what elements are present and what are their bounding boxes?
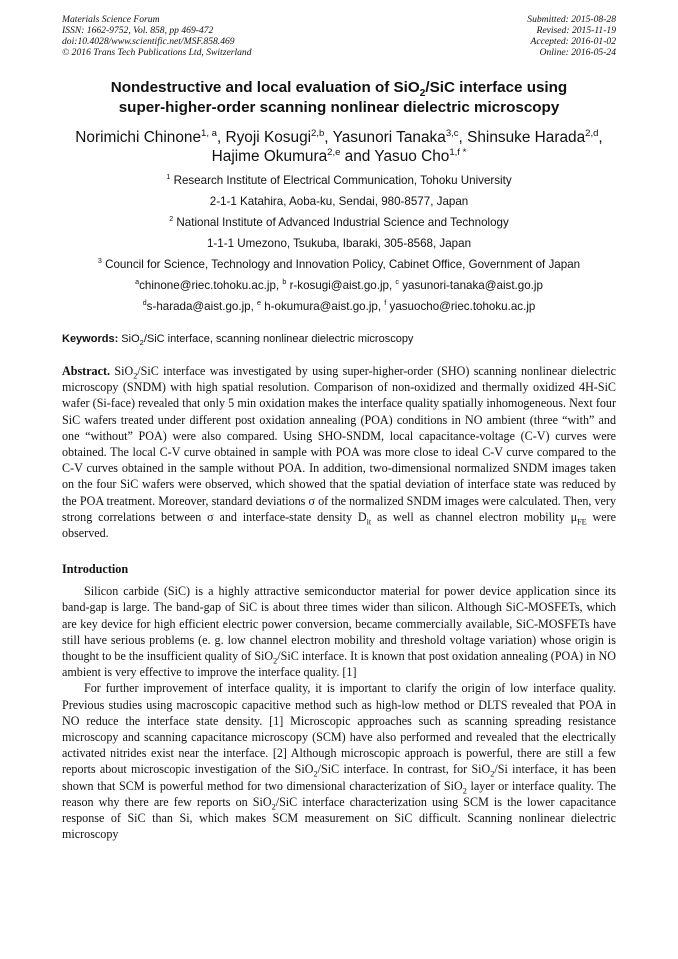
title-text-a: Nondestructive and local evaluation of SiO — [110, 79, 420, 96]
affiliation-3 — [62, 254, 616, 275]
author-name: Norimichi Chinone — [75, 129, 202, 146]
author-affil: 1,f * — [449, 146, 467, 158]
para-text: For further improvement of interface quality, it is important to clarify the origin of low interface quality. Previous studies using macroscopic capacitive method such as high-low method or DLTS revealed that POA in NO reduce the interface state density. [1] Microscopic approaches such as scanning spreading resistance microscopy and scanning capacitance microscopy (SCM) have also performed and revealed that the electrically activated nitrides exist near the interface. [2] Although microscopic approach is powerful, there are still a few reports about microscopic investigation of the SiO — [62, 681, 616, 777]
title-text-b: /SiC interface using — [425, 79, 568, 96]
email-address: chinone@riec.tohoku.ac.jp, — [139, 279, 283, 292]
email-line-2 — [62, 296, 616, 317]
title-line-2: super-higher-order scanning nonlinear dielectric microscopy — [118, 99, 560, 116]
abstract-subscript: it — [366, 517, 372, 527]
journal-doi: doi:10.4028/www.scientific.net/MSF.858.469 — [62, 36, 235, 47]
author-sep: and — [340, 148, 375, 165]
abstract-label: Abstract. — [62, 364, 111, 378]
abstract-subscript: FE — [577, 517, 587, 527]
date-submitted: Submitted: 2015-08-28 — [527, 14, 616, 25]
para-subscript: 2 — [462, 786, 467, 796]
abstract-text: SiO — [110, 364, 134, 378]
keywords-text-a: SiO — [118, 333, 140, 345]
paper-title — [62, 78, 616, 118]
author-affil: 2,b — [311, 127, 325, 139]
affil-marker: 3 — [97, 256, 102, 266]
journal-info — [62, 14, 252, 58]
email-marker: b — [282, 277, 287, 287]
paper-page — [62, 14, 616, 842]
affil-name: Council for Science, Technology and Innovation Policy, Cabinet Office, Government of Japan — [101, 258, 581, 271]
affil-name: National Institute of Advanced Industrial Science and Technology — [173, 216, 509, 229]
abstract — [62, 363, 616, 541]
keywords-text-b: /SiC interface, scanning nonlinear dielectric microscopy — [143, 333, 414, 345]
date-revised: Revised: 2015-11-19 — [536, 25, 616, 36]
author-name: Yasuo Cho — [374, 148, 450, 165]
email-address: h-okumura@aist.go.jp, — [261, 300, 385, 313]
author-sep: , — [598, 129, 603, 146]
title-subscript: 2 — [419, 88, 426, 100]
journal-name: Materials Science Forum — [62, 14, 160, 25]
affiliation-1 — [62, 170, 616, 191]
author-name: Shinsuke Harada — [467, 129, 586, 146]
author-list — [62, 128, 616, 166]
author-affil: 1, a — [201, 127, 217, 139]
para-subscript: 2 — [313, 769, 318, 779]
abstract-text: were observed. — [62, 509, 617, 541]
email-line-1 — [62, 275, 616, 296]
email-address: s-harada@aist.go.jp, — [146, 300, 258, 313]
intro-paragraph-1 — [62, 583, 616, 680]
author-affil: 2,d — [585, 127, 599, 139]
section-heading-introduction: Introduction — [62, 562, 129, 577]
para-text: /Si interface, it has been shown that SCM is powerful method for two dimensional characterization of SiO — [62, 762, 617, 793]
para-text: /SiC interface characterization using SCM is the lower capacitance response of SiC than Si, which makes SCM measurement on SiC difficult. Scanning nonlinear dielectric microscopy — [62, 794, 616, 842]
author-sep: , — [216, 129, 226, 146]
affil-name: Research Institute of Electrical Communication, Tohoku University — [170, 174, 512, 187]
author-affil: 3,c — [445, 127, 459, 139]
abstract-subscript: 2 — [133, 371, 138, 381]
abstract-text: as well as channel electron mobility μ — [371, 509, 578, 524]
para-text: Silicon carbide (SiC) is a highly attractive semiconductor material for power device application since its band-gap is large. The band-gap of SiC is about three times wider than silicon. Although SiC-MOSFETs, which are key device for high efficient electric power conversion, became commercially available, SiC-MOSFETs have still have serious problems (e. g. low channel electron mobility and threshold voltage variation) whose origin is thought to be the insufficient quality of SiO — [62, 584, 616, 664]
author-sep: , — [324, 129, 333, 146]
email-marker: c — [395, 277, 400, 287]
journal-copyright: © 2016 Trans Tech Publications Ltd, Switzerland — [62, 47, 252, 58]
author-name: Ryoji Kosugi — [225, 129, 312, 146]
affiliation-1-address: 2-1-1 Katahira, Aoba-ku, Sendai, 980-8577, Japan — [209, 195, 469, 208]
abstract-text: /SiC interface was investigated by using super-higher-order (SHO) scanning nonlinear dielectric microscopy (SNDM) with high spatial resolution. Comparison of non-oxidized and thermally oxidized 4H-SiC wafer (Si-face) revealed that only 5 min oxidation makes the interface quality spatially inhomogeneous. Next four SiC wafers treated under different post oxidation annealing (POA) conditions in NO ambient (three “with” and one “without” POA) were also compared. Using SHO-SNDM, local capacitance-voltage (C-V) curves were obtained. The local C-V curve obtained in sample with POA was more close to ideal C-V curve compared to the C-V curves obtained in the sample without POA. In addition, two-dimensional normalized SNDM images taken on the four SiC wafers were observed, which showed that the spatial deviation of interface state was reduced by the POA treatment. Moreover, standard deviations σ of the normalized SNDM images were calculated. Then, very strong correlations between σ and interface-state density D — [62, 364, 616, 524]
email-marker: e — [257, 298, 262, 308]
author-name: Hajime Okumura — [211, 148, 328, 165]
email-marker: d — [142, 298, 147, 308]
intro-paragraph-2 — [62, 680, 616, 842]
date-accepted: Accepted: 2016-01-02 — [530, 36, 616, 47]
para-subscript: 2 — [490, 769, 495, 779]
para-text: /SiC interface. In contrast, for SiO — [317, 762, 491, 777]
journal-issn: ISSN: 1662-9752, Vol. 858, pp 469-472 — [62, 25, 214, 36]
date-online: Online: 2016-05-24 — [539, 47, 616, 58]
journal-header — [62, 14, 616, 58]
email-address: yasunori-tanaka@aist.go.jp — [399, 279, 543, 292]
keywords-label: Keywords: — [62, 333, 119, 345]
submission-dates — [527, 14, 616, 58]
para-subscript: 2 — [271, 802, 276, 812]
email-marker: a — [135, 277, 140, 287]
author-name: Yasunori Tanaka — [332, 129, 446, 146]
keywords-subscript: 2 — [139, 338, 144, 348]
title-line-1 — [62, 78, 616, 98]
para-subscript: 2 — [273, 656, 278, 666]
affil-marker: 1 — [166, 172, 171, 182]
email-address: r-kosugi@aist.go.jp, — [286, 279, 396, 292]
email-address: yasuocho@riec.tohoku.ac.jp — [386, 300, 536, 313]
author-sep: , — [458, 129, 468, 146]
keywords — [62, 332, 616, 346]
affiliation-2 — [62, 212, 616, 233]
para-text: /SiC interface. It is known that post oxidation annealing (POA) in NO ambient is very effective to improve the interface quality. [1] — [62, 649, 616, 680]
author-affil: 2,e — [327, 146, 341, 158]
para-text: layer or interface quality. The reason why there are few reports on SiO — [62, 778, 616, 809]
affiliation-2-address: 1-1-1 Umezono, Tsukuba, Ibaraki, 305-8568, Japan — [206, 237, 472, 250]
email-marker: f — [384, 298, 387, 308]
affil-marker: 2 — [169, 214, 174, 224]
